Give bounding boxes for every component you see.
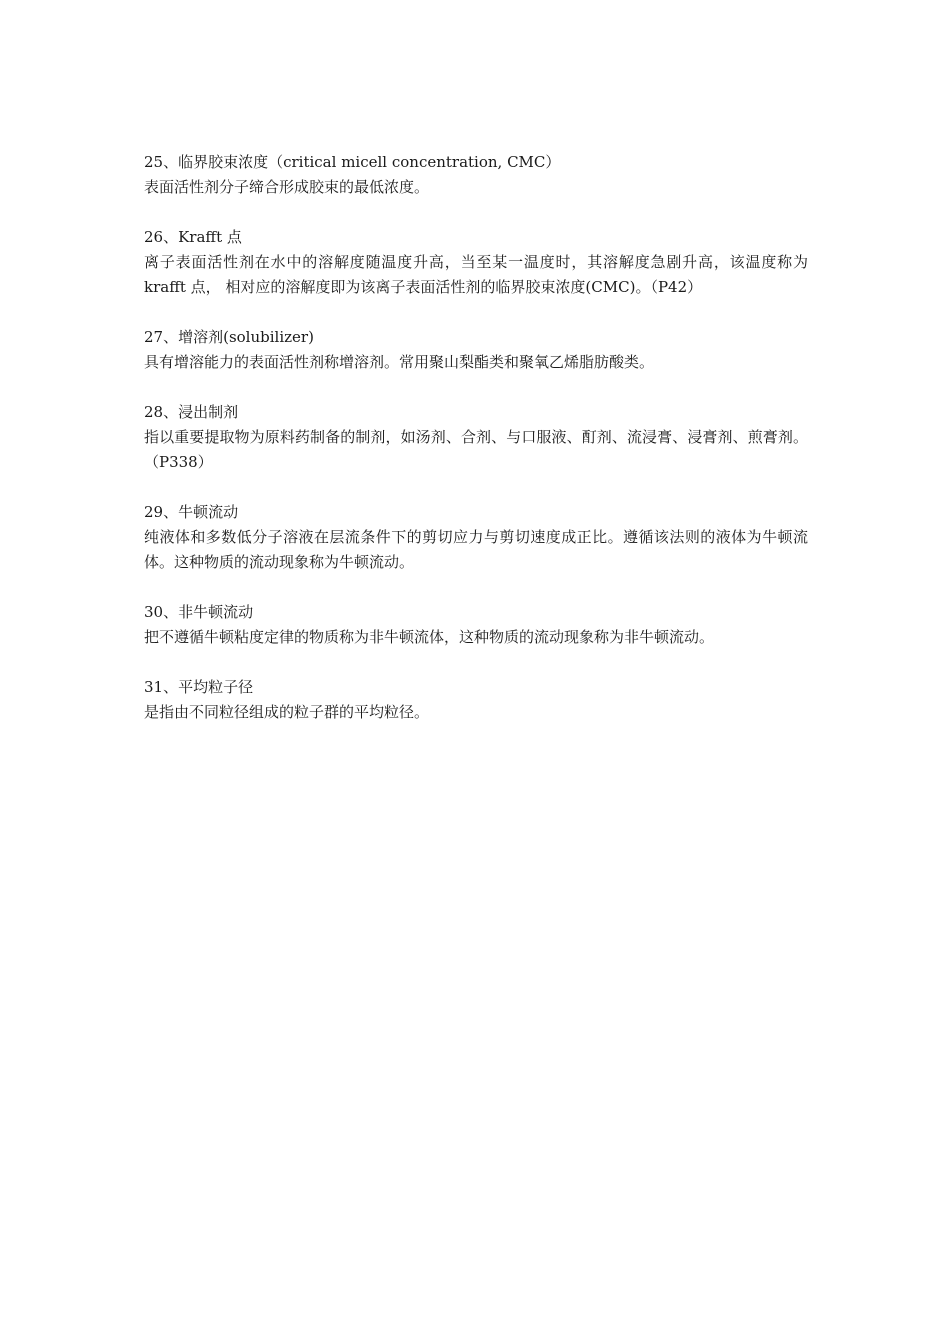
document-body [144, 150, 808, 750]
term-title: 28、浸出制剂 [144, 403, 239, 421]
term-title: 30、非牛顿流动 [144, 603, 254, 621]
term-entry-27 [144, 325, 808, 375]
term-entry-29 [144, 500, 808, 575]
term-title: 26、Krafft 点 [144, 228, 242, 246]
term-entry-28 [144, 400, 808, 475]
term-entry-25 [144, 150, 808, 200]
term-title: 25、临界胶束浓度（critical micell concentration, CMC） [144, 153, 561, 171]
term-definition: 表面活性剂分子缔合形成胶束的最低浓度。 [144, 178, 430, 196]
term-entry-30 [144, 600, 808, 650]
term-title: 27、增溶剂(solubilizer) [144, 328, 314, 346]
term-definition: 是指由不同粒径组成的粒子群的平均粒径。 [144, 703, 430, 721]
term-title: 29、牛顿流动 [144, 503, 239, 521]
term-definition: 指以重要提取物为原料药制备的制剂，如汤剂、合剂、与口服液、酊剂、流浸膏、浸膏剂、煎膏剂。（P338） [144, 428, 808, 471]
term-title: 31、平均粒子径 [144, 678, 254, 696]
term-definition: 把不遵循牛顿粘度定律的物质称为非牛顿流体，这种物质的流动现象称为非牛顿流动。 [144, 628, 715, 646]
term-entry-26 [144, 225, 808, 300]
term-definition: 纯液体和多数低分子溶液在层流条件下的剪切应力与剪切速度成正比。遵循该法则的液体为牛顿流体。这种物质的流动现象称为牛顿流动。 [144, 528, 808, 571]
term-definition: 离子表面活性剂在水中的溶解度随温度升高，当至某一温度时，其溶解度急剧升高，该温度称为 krafft 点， 相对应的溶解度即为该离子表面活性剂的临界胶束浓度(CMC)。（P42） [144, 253, 808, 296]
term-entry-31 [144, 675, 808, 725]
term-definition: 具有增溶能力的表面活性剂称增溶剂。常用聚山梨酯类和聚氧乙烯脂肪酸类。 [144, 353, 655, 371]
